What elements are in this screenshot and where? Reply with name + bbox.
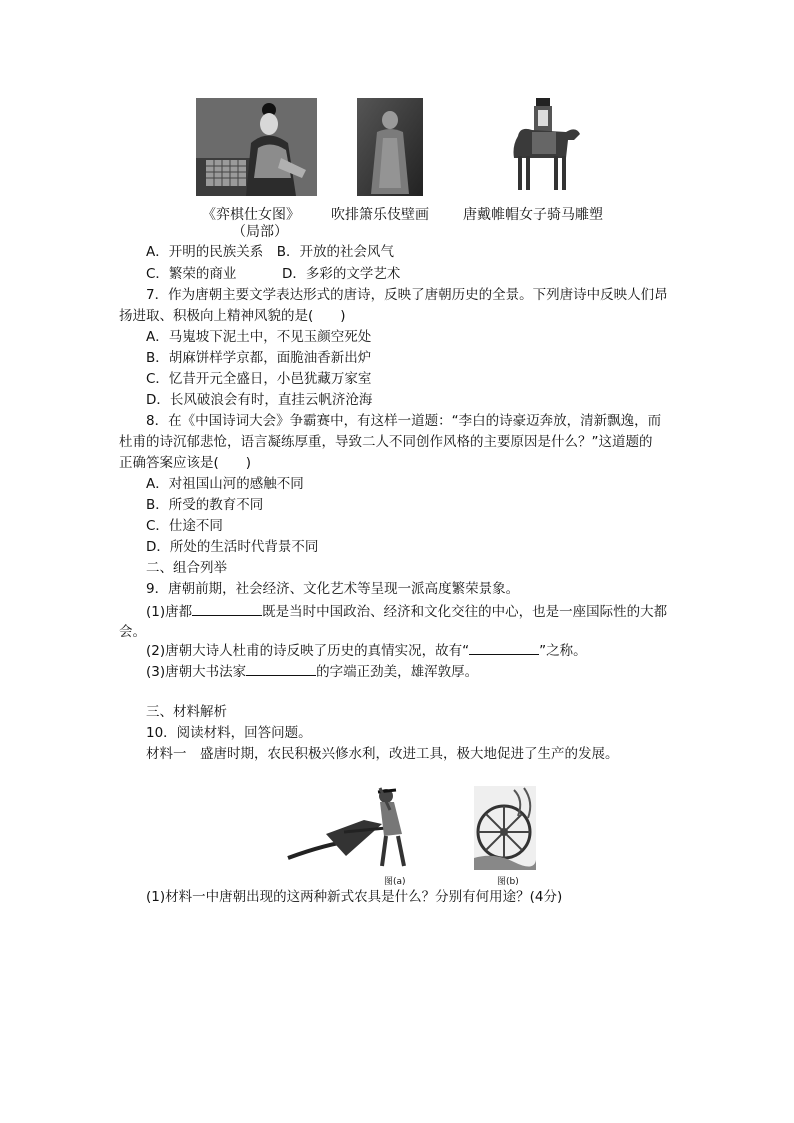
figure-a-caption: 图(a) — [384, 877, 406, 887]
q10-question-1: (1)材料一中唐朝出现的这两种新式农具是什么？分别有何用途？(4分) — [146, 889, 563, 905]
q8-option-d: D．所处的生活时代背景不同 — [146, 539, 319, 555]
q9-part-3-suffix: 的字端正劲美，雄浑敦厚。 — [316, 664, 479, 680]
q9-blank-2[interactable] — [469, 640, 539, 655]
figure-caption-1: 《弈棋仕女图》 — [202, 207, 300, 223]
section-2-heading: 二、组合列举 — [146, 560, 227, 576]
q7-option-c: C．忆昔开元全盛日，小邑犹藏万家室 — [146, 371, 372, 387]
q9-blank-1[interactable] — [192, 601, 262, 616]
curved-plow-image — [286, 782, 426, 872]
figure-caption-2: 吹排箫乐伎壁画 — [331, 207, 429, 223]
q9-part-1-prefix: (1)唐都 — [146, 604, 193, 620]
q8-stem-line-1: 8．在《中国诗词大会》争霸赛中，有这样一道题：“李白的诗豪迈奔放，清新飘逸，而 — [146, 413, 662, 429]
q8-option-c: C．仕途不同 — [146, 518, 223, 534]
q9-part-1-suffix: 既是当时中国政治、经济和文化交往的中心，也是一座国际性的大都 — [262, 604, 668, 620]
weiqi-painting-image — [196, 98, 317, 196]
figure-b-caption: 图(b) — [497, 877, 519, 887]
q6-option-a: A．开明的民族关系 — [146, 244, 264, 260]
q9-part-2 — [146, 640, 706, 662]
q8-option-a: A．对祖国山河的感触不同 — [146, 476, 304, 492]
q7-option-d: D．长风破浪会有时，直挂云帆济沧海 — [146, 392, 373, 408]
q8-stem-line-2: 杜甫的诗沉郁悲怆，语言凝练厚重，导致二人不同创作风格的主要原因是什么？”这道题的 — [119, 434, 653, 450]
waterwheel-image — [474, 786, 536, 870]
q8-stem-line-3: 正确答案应该是( ) — [119, 455, 252, 471]
q9-part-3-prefix: (3)唐朝大书法家 — [146, 664, 247, 680]
q8-option-b: B．所受的教育不同 — [146, 497, 264, 513]
q7-option-a: A．马嵬坡下泥土中，不见玉颜空死处 — [146, 329, 372, 345]
q6-option-b: B．开放的社会风气 — [276, 244, 395, 260]
q6-options-row-1 — [146, 242, 706, 263]
q6-option-d: D．多彩的文学艺术 — [282, 266, 401, 282]
q6-option-c: C．繁荣的商业 — [146, 266, 237, 282]
q9-part-1 — [146, 601, 706, 623]
q7-stem-line-2: 扬进取、积极向上精神风貌的是( ) — [119, 308, 346, 324]
figure-caption-1-sub: （局部） — [232, 224, 288, 240]
horse-rider-sculpture-image — [510, 96, 582, 196]
q9-stem: 9．唐朝前期，社会经济、文化艺术等呈现一派高度繁荣景象。 — [146, 581, 520, 597]
q7-option-b: B．胡麻饼样学京都，面脆油香新出炉 — [146, 350, 372, 366]
q9-part-1-continued: 会。 — [119, 624, 146, 640]
figure-caption-3: 唐戴帷帽女子骑马雕塑 — [463, 207, 603, 223]
flute-mural-image — [357, 98, 423, 196]
q6-options-row-2 — [146, 264, 706, 285]
q10-stem: 10．阅读材料，回答问题。 — [146, 725, 312, 741]
section-3-heading: 三、材料解析 — [146, 704, 227, 720]
q9-part-2-suffix: ”之称。 — [539, 643, 587, 659]
q7-stem-line-1: 7．作为唐朝主要文学表达形式的唐诗，反映了唐朝历史的全景。下列唐诗中反映人们昂 — [146, 287, 668, 303]
q9-part-3 — [146, 661, 706, 683]
q9-part-2-prefix: (2)唐朝大诗人杜甫的诗反映了历史的真情实况，故有“ — [146, 643, 470, 659]
q9-blank-3[interactable] — [246, 661, 316, 676]
q10-material-1: 材料一 盛唐时期，农民积极兴修水利，改进工具，极大地促进了生产的发展。 — [146, 746, 619, 762]
